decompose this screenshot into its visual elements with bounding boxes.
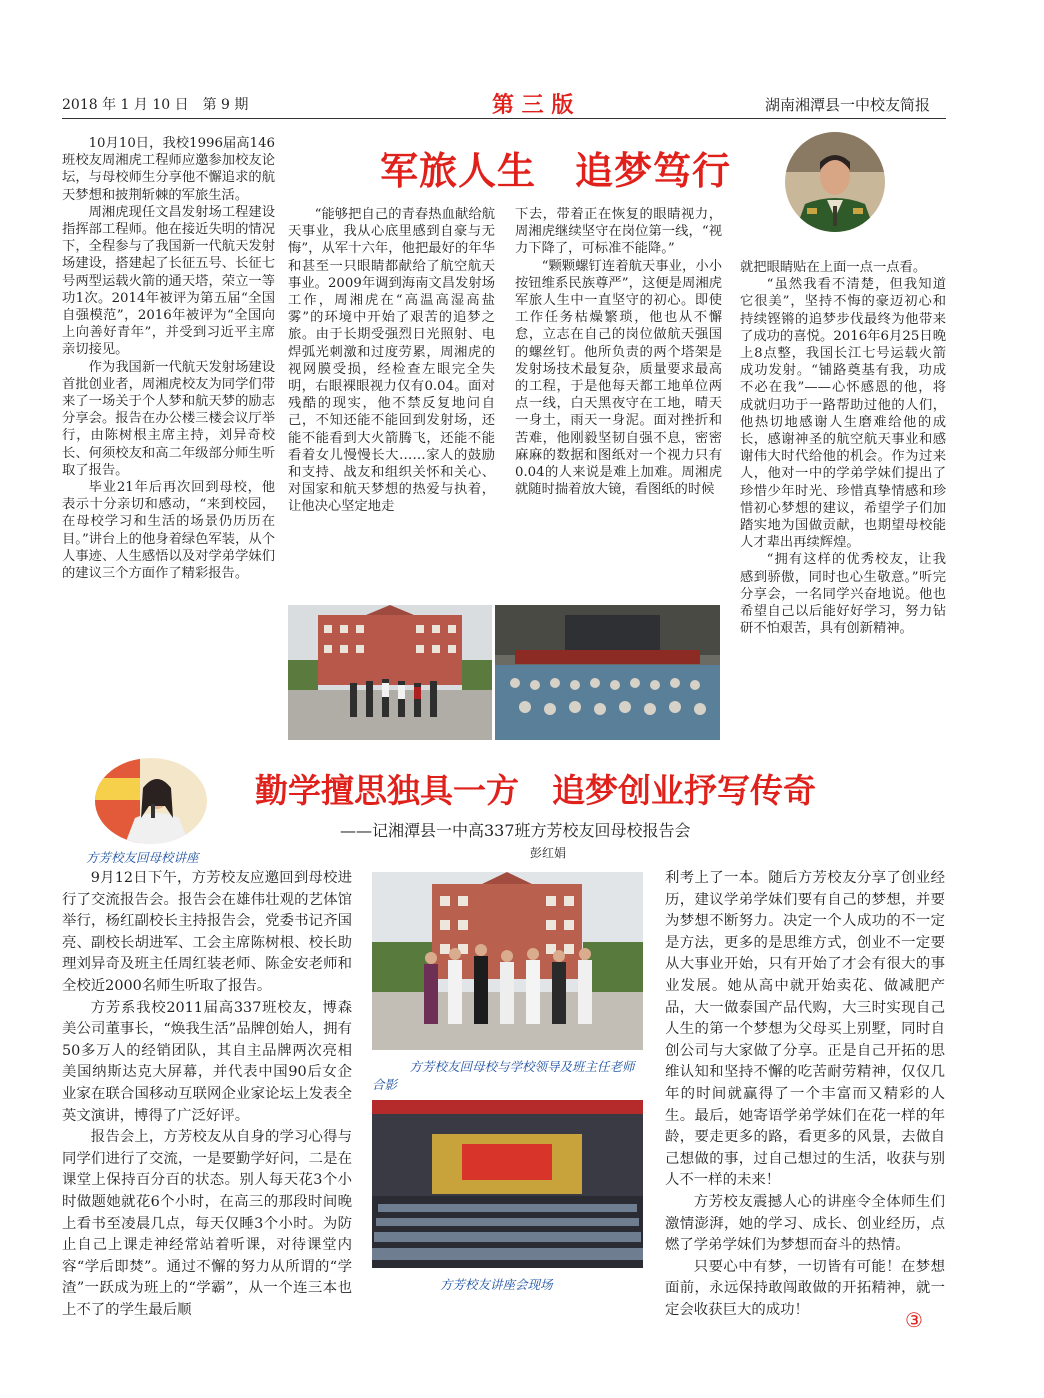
speaker-portrait-caption: 方芳校友回母校讲座	[86, 850, 199, 865]
article2-title: 勤学擅思独具一方 追梦创业抒写传奇	[255, 771, 816, 810]
article2-column-left	[62, 868, 352, 1321]
paragraph: “虽然我看不清楚，但我知道它很美”，坚持不悔的豪迈初心和持续铿锵的追梦步伐最终为他带来了成功的喜悦。2016年6月25日晚上8点整，我国长江七号运载火箭成功发射。“铺路奠基有我，功成不必在我”——心怀感恩的他，将成就归功于一路帮助过他的人们，他热切地感谢人生磨难给他的成长，感谢神圣的航空航天事业和感谢伟大时代给他的机会。作为过来人，他对一中的学弟学妹们提出了珍惜少年时光、珍惜真挚情感和珍惜初心梦想的建议，希望学子们加踏实地为国做贡献，也期望母校能人才辈出再续辉煌。	[740, 277, 946, 551]
article2-author: 彭红娟	[530, 846, 567, 860]
paragraph: “颗颗螺钉连着航天事业，小小按钮维系民族尊严”，这便是周湘虎军旅人生中一直坚守的初心。即使工作任务枯燥繁琐，他也从不懈怠，立志在自己的岗位做航天强国的螺丝钉。他所负责的两个塔架是发射场技术最复杂，质量要求最高的工程，于是他每天都工地单位两点一线，白天黑夜守在工地，晴天一身土，雨天一身泥。面对挫折和苦难，他刚毅坚韧自强不息，密密麻麻的数据和图纸对一个视力只有0.04的人来说是难上加难。周湘虎就随时揣着放大镜，看图纸的时候	[515, 258, 722, 498]
paragraph: “能够把自己的青春热血献给航天事业，我从心底里感到自豪与无悔”，从军十六年，他把最好的年华和甚至一只眼睛都献给了航空航天事业。2009年调到海南文昌发射场工作，周湘虎在“高温高湿高盐雾”的环境中开始了艰苦的追梦之旅。由于长期受强烈日光照射、电焊弧光刺激和过度劳累，周湘虎的视网膜受损，经检查左眼完全失明，右眼裸眼视力仅有0.04。面对残酷的现实，他不禁反复地问自己，不知还能不能回到发射场，还能不能看到大火箭腾飞，还能不能看着女儿慢慢长大……家人的鼓励和支持、战友和组织关怀和关心、对国家和航天梦想的热爱与执着，让他决心坚定地走	[288, 207, 495, 515]
paragraph: 作为我国新一代航天发射场建设首批创业者，周湘虎校友为同学们带来了一场关于个人梦和航天梦的励志分享会。报告在办公楼三楼会议厅举行，由陈树根主席主持，刘异奇校长、何须校友和高二年级部分师生听取了报告。	[62, 359, 275, 478]
speaker-portrait	[95, 758, 207, 844]
paragraph: 9月12日下午，方芳校友应邀回到母校进行了交流报告会。报告会在雄伟壮观的艺体馆举行，杨红副校长主持报告会，党委书记齐国亮、副校长胡进军、工会主席陈树根、校长助理刘异奇及班主任周红装老师、陈金安老师和全校近2000名师生听取了报告。	[62, 870, 352, 994]
paragraph: 方芳校友震撼人心的讲座令全体师生们激情澎湃，她的学习、成长、创业经历，点燃了学弟学妹们为梦想而奋斗的热情。	[665, 1193, 945, 1254]
paragraph: 只要心中有梦，一切皆有可能！在梦想面前，永远保持敢闯敢做的开拓精神，就一定会收获巨大的成功！	[665, 1258, 945, 1318]
paragraph: 就把眼睛贴在上面一点一点看。	[740, 260, 927, 275]
article1-column-3	[515, 206, 722, 498]
section-label: 第 三 版	[492, 92, 574, 118]
header-rule	[62, 118, 946, 119]
article1-column-1	[62, 135, 275, 582]
article2-column-right	[665, 868, 945, 1321]
paragraph: 利考上了一本。随后方芳校友分享了创业经历，建议学弟学妹们要有自己的梦想，并要为梦想不断努力。决定一个人成功的不一定是方法，更多的是思维方式，创业不一定要从大事业开始，只有开始了才会有很大的事业发展。她从高中就开始卖花、做减肥产品，大一做泰国产品代购，大三时实现自己人生的第一个梦想为父母买上别墅，同时自创公司与大家做了分享。正是自己开拓的思维认知和坚持不懈的吃苦耐劳精神，仅仅几年的时间就赢得了一个丰富而又精彩的人生。最后，她寄语学弟学妹们在花一样的年龄，要走更多的路，看更多的风景，去做自己想做的事，过自己想过的生活，收获与别人不一样的未来！	[665, 870, 945, 1189]
page-number: ③	[905, 1308, 923, 1332]
campus-group-photo	[288, 605, 492, 740]
paragraph: 毕业21年后再次回到母校，他表示十分亲切和感动，“来到校园，在母校学习和生活的场景仍历历在目。”讲台上的他身着绿色军装，从个人事迹、人生感悟以及对学弟学妹们的建议三个方面作了精彩报告。	[62, 480, 275, 582]
paragraph: 周湘虎现任文昌发射场工程建设指挥部工程师。他在接近失明的情况下，全程参与了我国新一代航天发射场建设，搭建起了长征五号、长征七号两型运载火箭的通天塔，荣立一等功1次。2014年被评为第五届“全国自强模范”，2016年被评为“全国向上向善好青年”，并受到习近平主席亲切接见。	[62, 204, 275, 358]
paragraph: 方芳系我校2011届高337班校友，博森美公司董事长，“焕我生活”品牌创始人，拥有50多万人的经销团队，其自主品牌两次亮相美国纳斯达克大屏幕，并代表中国90后女企业家在联合国移动互联网企业家论坛上发表全英文演讲，博得了广泛好评。	[62, 999, 352, 1124]
paragraph: 10月10日，我校1996届高146班校友周湘虎工程师应邀参加校友论坛，与母校师生分享他不懈追求的航天梦想和披荆斩棘的军旅生活。	[62, 136, 275, 203]
lecture-venue-caption: 方芳校友讲座会现场	[440, 1277, 553, 1292]
paragraph: 下去，带着正在恢复的眼睛视力，周湘虎继续坚守在岗位第一线，“视力下降了，可标准不能降。”	[515, 207, 722, 257]
group-photo-with-leaders	[372, 872, 643, 1050]
soldier-portrait	[785, 132, 885, 232]
paragraph: “拥有这样的优秀校友，让我感到骄傲，同时也心生敬意。”听完分享会，一名同学兴奋地说。他也希望自己以后能好好学习，努力钻研不怕艰苦，具有创新精神。	[740, 552, 946, 637]
lecture-hall-photo	[495, 605, 720, 740]
article1-column-4	[740, 259, 946, 637]
article2-subtitle: ——记湘潭县一中高337班方芳校友回母校报告会	[340, 821, 691, 840]
article1-column-2	[288, 206, 495, 516]
lecture-venue-photo	[372, 1100, 643, 1268]
group-photo-caption: 方芳校友回母校与学校领导及班主任老师合影	[372, 1059, 635, 1092]
issue-date: 2018 年 1 月 10 日 第 9 期	[62, 97, 249, 113]
article1-title: 军旅人生 追梦笃行	[380, 148, 732, 193]
paragraph: 报告会上，方芳校友从自身的学习心得与同学们进行了交流，一是要勤学好问，二是在课堂上保持百分百的状态。别人每天花3个小时做题她就花6个小时，在高三的那段时间晚上看书至凌晨几点，每天仅睡3个小时。为防止自己上课走神经常站着听课，对待课堂内容“学后即焚”。通过不懈的努力从所谓的“学渣”一跃成为班上的“学霸”，从一个连三本也上不了的学生最后顺	[62, 1129, 352, 1318]
paper-name: 湖南湘潭县一中校友简报	[765, 96, 931, 114]
